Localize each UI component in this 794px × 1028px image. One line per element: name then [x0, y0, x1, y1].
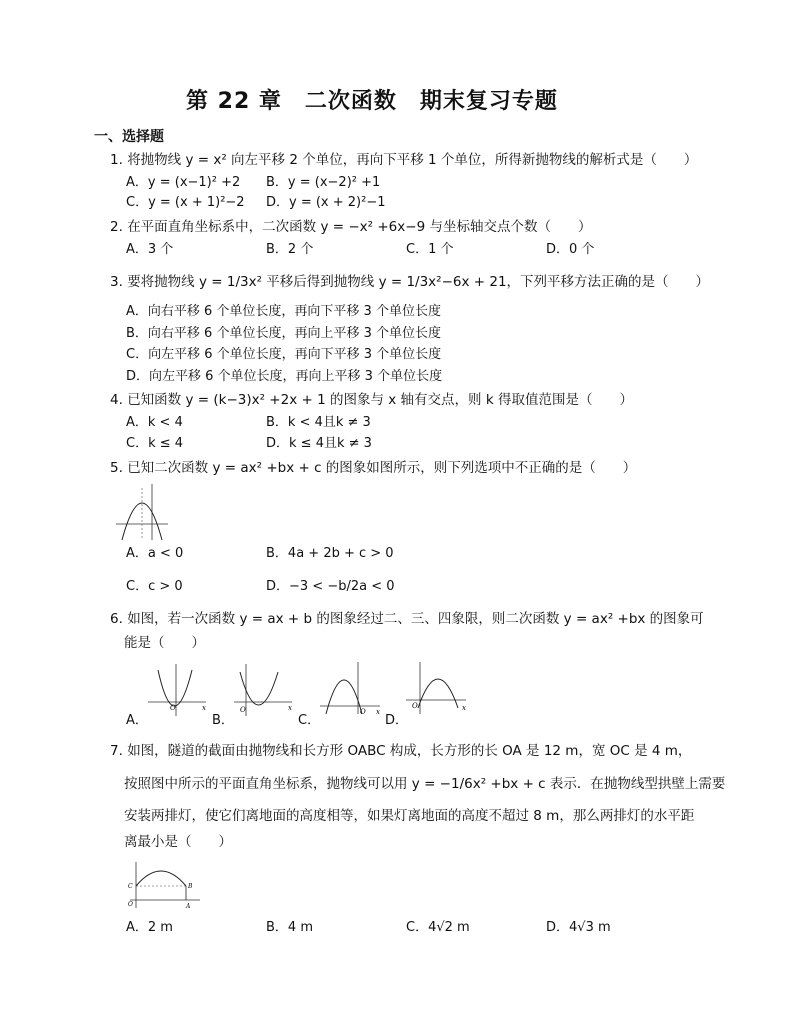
q1-option-d: D．y = (x + 2)²−1 [266, 195, 386, 210]
q2-option-c: C．1 个 [406, 242, 454, 257]
question-number: 4. [110, 392, 123, 408]
question-number: 2. [110, 219, 123, 235]
page-title: 第 22 章 二次函数 期末复习专题 [186, 89, 558, 114]
q2-option-b: B．2 个 [266, 242, 314, 257]
question-7-line4: 离最小是（ ） [124, 834, 232, 850]
q6-option-a: A． [126, 713, 148, 728]
question-stem-line1: 如图，若一次函数 y = ax + b 的图象经过二、三、四象限，则二次函数 y = ax² +bx 的图象可 [127, 611, 704, 627]
question-5 [110, 458, 636, 478]
question-7-line3: 安装两排灯，使它们离地面的高度相等，如果灯离地面的高度不超过 8 m，那么两排灯的水平距 [124, 808, 695, 824]
svg-text:O: O [128, 901, 133, 908]
graph-b-icon [232, 662, 296, 718]
svg-text:x: x [376, 708, 380, 716]
question-3 [110, 272, 709, 292]
question-number: 1. [110, 152, 123, 168]
q4-option-c: C．k ≤ 4 [126, 436, 184, 451]
question-stem: 将抛物线 y = x² 向左平移 2 个单位，再向下平移 1 个单位，所得新抛物线的解析式是（ ） [127, 152, 698, 168]
question-stem: 在平面直角坐标系中，二次函数 y = −x² +6x−9 与坐标轴交点个数（ ） [127, 219, 592, 235]
question-4 [110, 390, 633, 410]
question-number: 6. [110, 611, 123, 627]
q3-option-a: A．向右平移 6 个单位长度，再向下平移 3 个单位长度 [126, 304, 441, 319]
q5-option-d: D．−3 < −b/2a < 0 [266, 579, 395, 594]
question-1 [110, 150, 697, 170]
q1-option-c: C．y = (x + 1)²−2 [126, 195, 245, 210]
question-number: 5. [110, 460, 123, 476]
question-7-line2: 按照图中所示的平面直角坐标系，抛物线可以用 y = −1/6x² +bx + c 表示．在抛物线型拱壁上需要 [124, 776, 726, 792]
tunnel-diagram-icon [124, 860, 204, 910]
section-heading: 一、选择题 [94, 129, 164, 145]
svg-text:A: A [186, 903, 191, 910]
q4-option-d: D．k ≤ 4且k ≠ 3 [266, 436, 372, 451]
svg-text:x: x [462, 704, 466, 712]
q7-option-c: C．4√2 m [406, 920, 470, 935]
q5-option-c: C．c > 0 [126, 579, 183, 594]
q5-option-a: A．a < 0 [126, 546, 184, 561]
q3-option-d: D．向左平移 6 个单位长度，再向上平移 3 个单位长度 [126, 369, 443, 384]
q6-option-b: B． [212, 713, 234, 728]
question-7 [110, 741, 691, 761]
svg-text:x: x [288, 704, 292, 712]
q3-option-b: B．向右平移 6 个单位长度，再向上平移 3 个单位长度 [126, 326, 441, 341]
q7-option-b: B．4 m [266, 920, 313, 935]
q5-option-b: B．4a + 2b + c > 0 [266, 546, 394, 561]
svg-text:O: O [412, 702, 418, 710]
svg-text:x: x [202, 704, 206, 712]
q1-option-a: A．y = (x−1)² +2 [126, 175, 241, 190]
q6-option-c: C． [298, 713, 321, 728]
q3-option-c: C．向左平移 6 个单位长度，再向下平移 3 个单位长度 [126, 347, 442, 362]
question-number: 7. [110, 743, 123, 759]
question-stem: 已知函数 y = (k−3)x² +2x + 1 的图象与 x 轴有交点，则 k 得取值范围是（ ） [127, 392, 633, 408]
q7-option-d: D．4√3 m [546, 920, 611, 935]
svg-text:O: O [360, 708, 366, 716]
q4-option-b: B．k < 4且k ≠ 3 [266, 415, 371, 430]
q1-option-b: B．y = (x−2)² +1 [266, 175, 381, 190]
question-6 [110, 609, 704, 629]
q7-option-a: A．2 m [126, 920, 173, 935]
svg-text:B: B [188, 883, 193, 890]
question-line1: 如图，隧道的截面由抛物线和长方形 OABC 构成，长方形的长 OA 是 12 m，宽 OC 是 4 m， [127, 743, 692, 759]
question-stem: 要将抛物线 y = 1/3x² 平移后得到抛物线 y = 1/3x²−6x + 21，下列平移方法正确的是（ ） [127, 274, 710, 290]
svg-text:O: O [240, 706, 246, 714]
q6-option-d: D． [385, 713, 409, 728]
svg-text:C: C [128, 883, 133, 890]
question-stem: 已知二次函数 y = ax² +bx + c 的图象如图所示，则下列选项中不正确的是（ ） [127, 460, 637, 476]
graph-a-icon [146, 662, 210, 718]
q4-option-a: A．k < 4 [126, 415, 183, 430]
svg-text:O: O [170, 704, 176, 712]
graph-c-icon [318, 660, 384, 716]
question-number: 3. [110, 274, 123, 290]
q2-option-a: A．3 个 [126, 242, 174, 257]
parabola-graph-icon [114, 482, 170, 542]
q2-option-d: D．0 个 [546, 242, 595, 257]
graph-d-icon [404, 660, 470, 716]
question-2 [110, 217, 591, 237]
question-6-line2: 能是（ ） [124, 635, 205, 651]
